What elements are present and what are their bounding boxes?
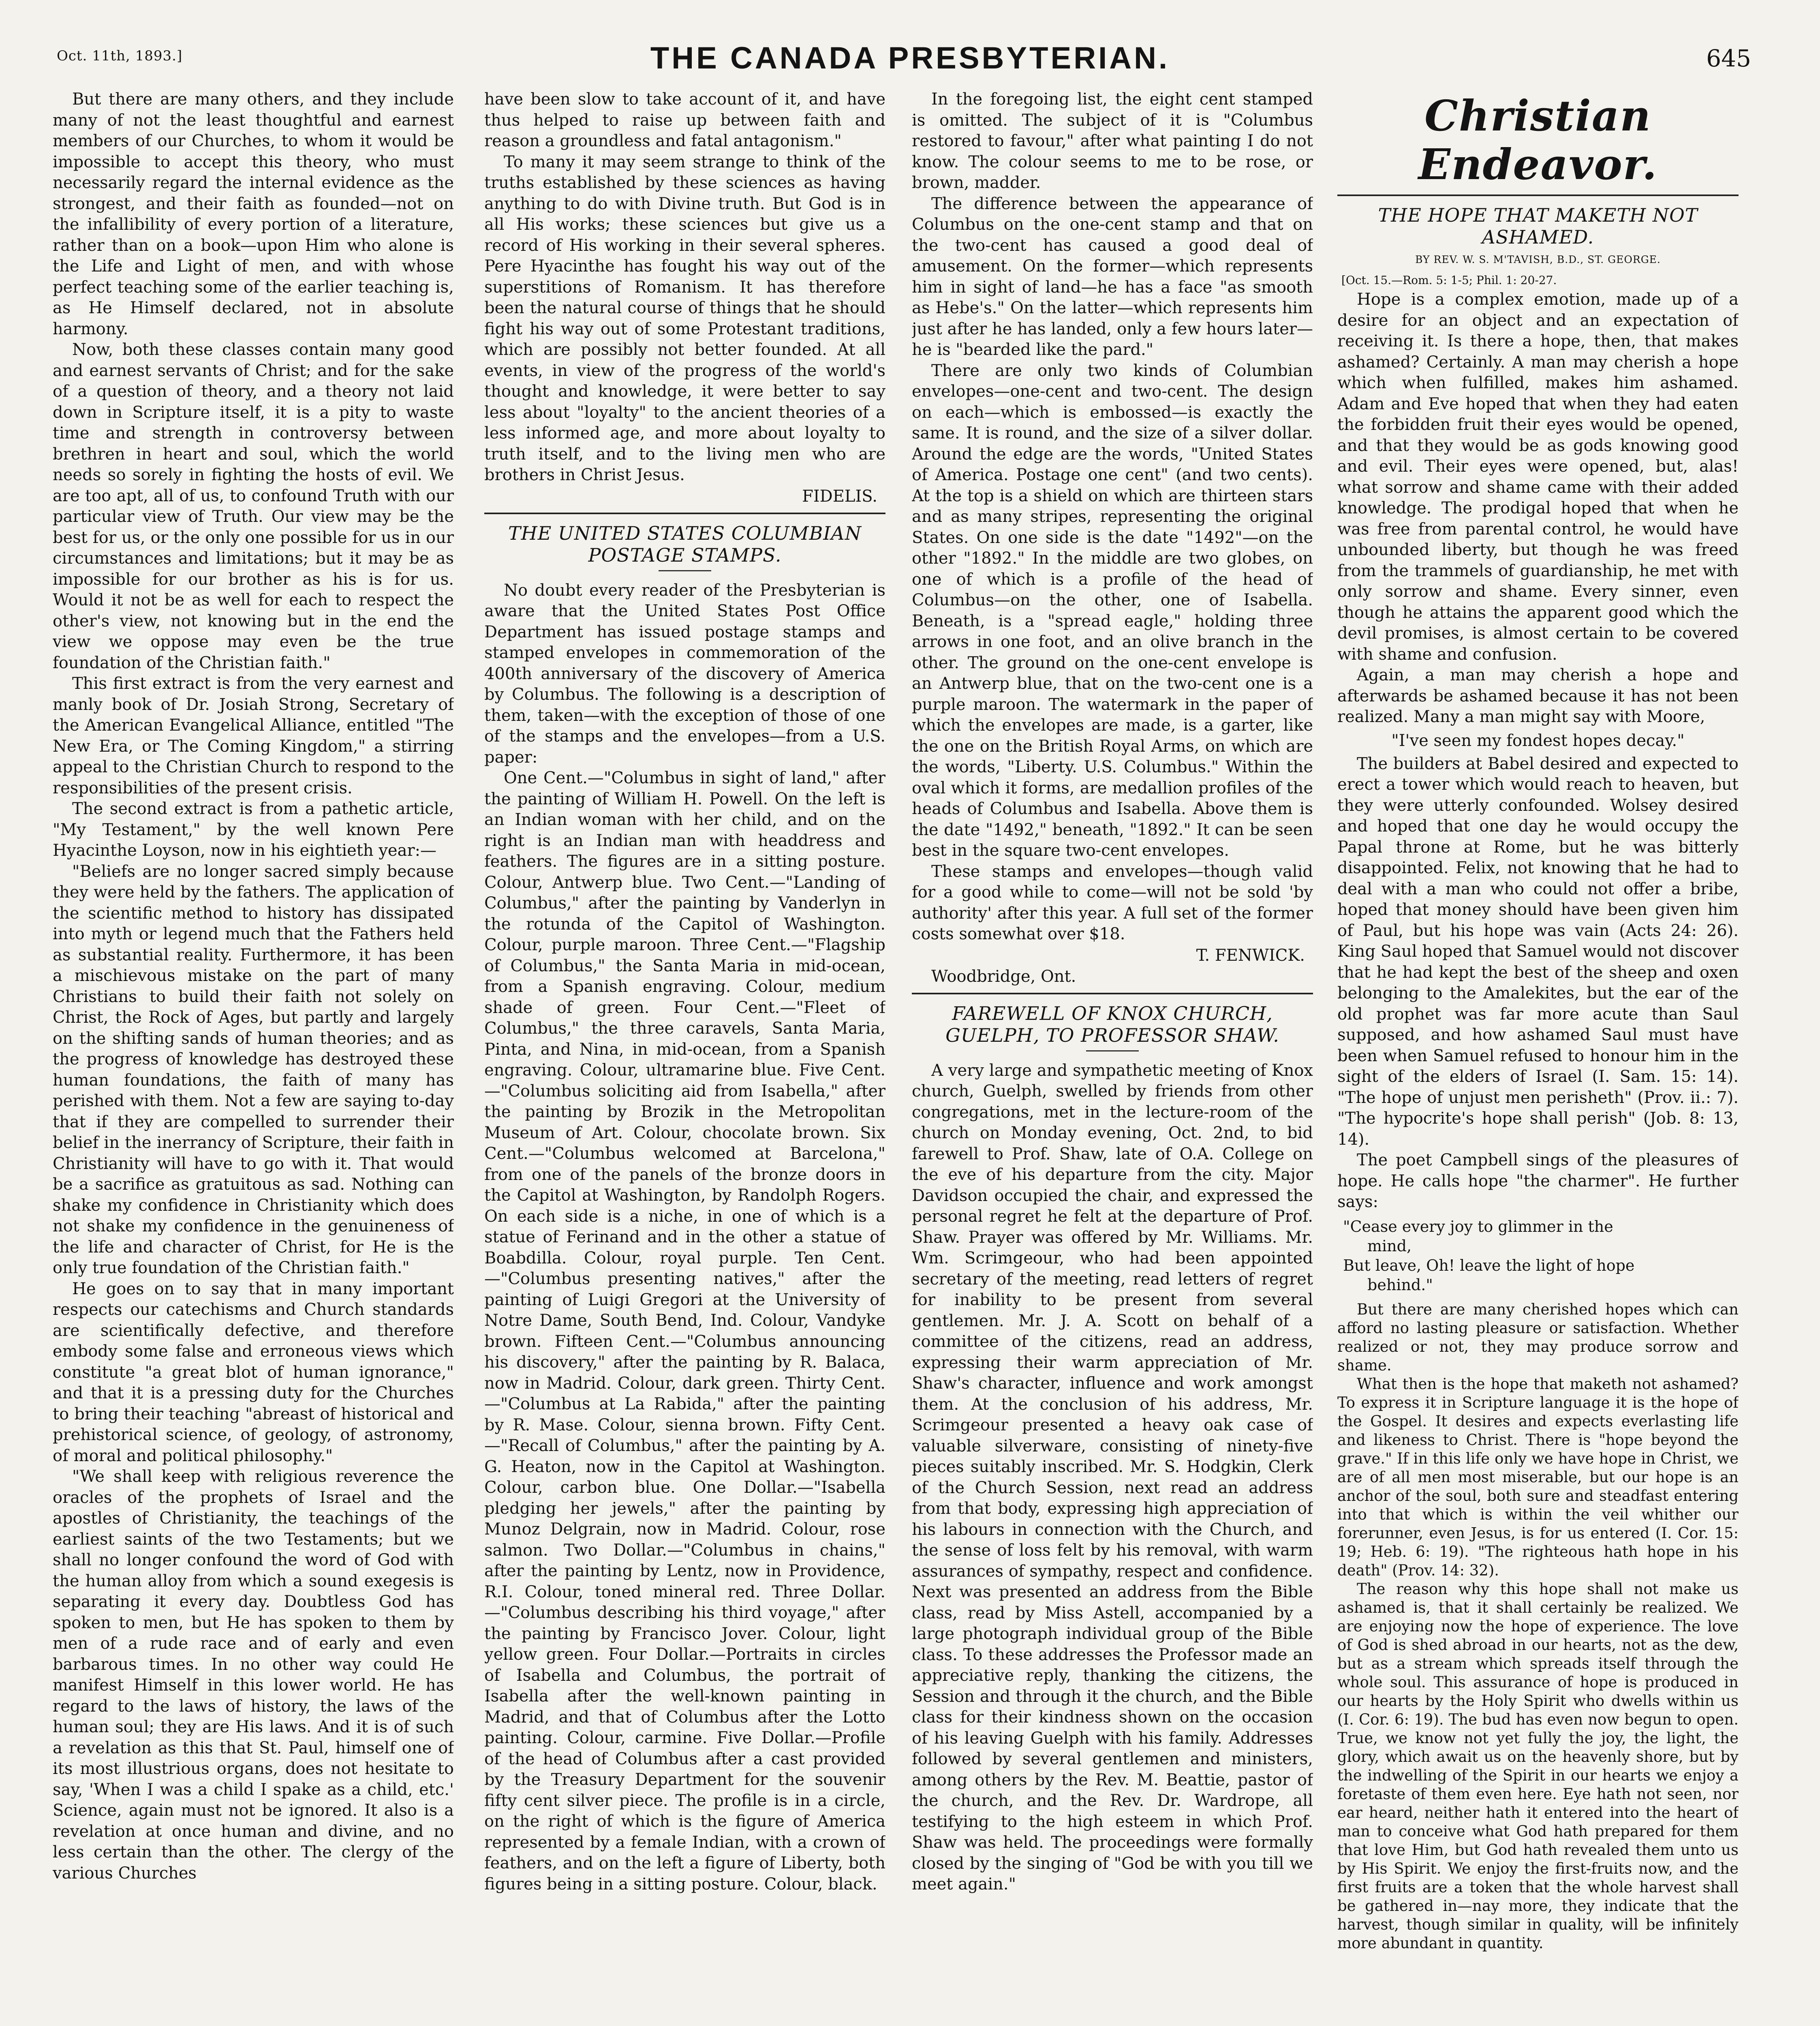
heading-rule	[1086, 1050, 1139, 1051]
article-heading: THE HOPE THAT MAKETH NOT ASHAMED.	[1378, 204, 1698, 248]
article-divider	[484, 513, 885, 514]
heading-rule	[659, 570, 711, 571]
article-heading: THE UNITED STATES COLUMBIAN POSTAGE STAMPS.	[508, 522, 862, 566]
farewell-article-text	[912, 1060, 1313, 1895]
column-4	[1337, 89, 1739, 2026]
paragraph: The difference between the appearance of Columbus on the one-cent stamp and that on the two-cent has caused a good deal of amusement. On the former—which represents him in sight of land—he has a face "as smooth as Hebe's." On the latter—which represents him just after he has landed, only a few hours later—he is "bearded like the pard."	[912, 194, 1313, 359]
stamps-article-text	[484, 580, 885, 1895]
article-divider	[912, 993, 1313, 994]
paragraph: But there are many others, and they include many of not the least thoughtful and earnest members of our Churches, to whom it would be impossible to accept this theory, who must necessarily regard the internal evidence as the strongest, and their faith as founded—not on the infallibility of every portion of a literature, rather than on a book—upon Him who alone is the Life and Light of men, and with whose perfect teaching some of the earlier teaching is, as He Himself declared, not in absolute harmony.	[53, 90, 454, 338]
paragraph: Hope is a complex emotion, made up of a desire for an object and an expectation of receiving it. Is there a hope, then, that makes ashamed? Certainly. A man may cherish a hope which when fulfilled, makes him ashamed. Adam and Eve hoped that when they had eaten the forbidden fruit their eyes would be opened, and that they would be as gods knowing good and evil. Their eyes were opened, but, alas! what sorrow and shame came with their added knowledge. The prodigal hoped that when he was free from parental control, he would have unbounded liberty, but though he was freed from the trammels of guardianship, he met with only sorrow and shame. Every sinner, even though he attains the apparent good which the devil promises, is almost certain to be covered with shame and confusion.	[1337, 290, 1739, 664]
author-signature: FIDELIS.	[802, 487, 877, 506]
poem-line: But leave, Oh! leave the light of hope	[1343, 1256, 1635, 1274]
paragraph: Again, a man may cherish a hope and afterwards be ashamed because it has not been realized. Many a man might say with Moore,	[1337, 666, 1739, 726]
page-number: 645	[1706, 45, 1751, 72]
department-rule	[1337, 194, 1739, 196]
paragraph: He goes on to say that in many important respects our catechisms and Church standards are scientifically defective, and therefore embody some false and erroneous views which constitute "a great blot of human ignorance," and that it is a pressing duty for the Churches to bring their teaching "abreast of historical and prehistorical science, of geology, of astronomy, of moral and political philosophy."	[53, 1279, 454, 1465]
poem	[1343, 1217, 1739, 1295]
paragraph: This first extract is from the very earnest and manly book of Dr. Josiah Strong, Secretary of the American Evangelical Alliance, entitled "The New Era, or The Coming Kingdom," a stirring appeal to the Christian Church to respond to the responsibilities of the present crisis.	[53, 674, 454, 797]
page-header	[53, 28, 1767, 85]
department-heading: Christian Endeavor.	[1418, 91, 1658, 189]
quoted-paragraph: "We shall keep with religious reverence the oracles of the prophets of Israel and the apostles of Christianity, the teachings of the earliest saints of the two Testaments; but we shall no longer confound the word of God with the human alloy from which a sound exegesis is separating it every day. Doubtless God has spoken to men, but He has spoken to them by men of a rude race and of early and even barbarous times. In no other way could He manifest Himself in this lower world. He has regard to the laws of history, the laws of the human soul; they are His laws. And it is of such a revelation as this that St. Paul, himself one of its most illustrious organs, does not hesitate to say, 'When I was a child I spake as a child, etc.' Science, again must not be ignored. It also is a revelation at once human and divine, and no less certain than the other. The clergy of the various Churches	[53, 1467, 454, 1883]
column-2	[484, 89, 885, 2026]
author-location: Woodbridge, Ont.	[931, 967, 1076, 986]
paragraph: But there are many cherished hopes which can afford no lasting pleasure or satisfaction. Whether realized or not, they may produce sorrow and shame.	[1337, 1300, 1739, 1374]
column-1	[53, 89, 454, 2026]
paragraph: The poet Campbell sings of the pleasures of hope. He calls hope "the charmer". He further says:	[1337, 1151, 1739, 1211]
paragraph: In the foregoing list, the eight cent stamped is omitted. The subject of it is "Columbus restored to favour," after what painting I do not know. The colour seems to me to be rose, or brown, madder.	[912, 90, 1313, 192]
author-signature: T. FENWICK.	[1196, 946, 1305, 965]
hope-article-text-c	[1337, 1300, 1739, 1953]
paragraph: To many it may seem strange to think of the truths established by these sciences as having anything to do with Divine truth. But God is in all His works; these sciences but give us a record of His working in their several spheres. Pere Hyacinthe has fought his way out of the superstitions of Romanism. It has therefore been the natural course of things that he should fight his way out of some Protestant traditions, which are possibly not better founded. At all events, in view of the progress of the world's thought and knowledge, it were better to say less about "loyalty" to the ancient theories of a less informed age, and more about loyalty to truth itself, and to the living men who are brothers in Christ Jesus.	[484, 152, 885, 484]
paragraph: There are only two kinds of Columbian envelopes—one-cent and two-cent. The design on each—which is embossed—is exactly the same. It is round, and the size of a silver dollar. Around the edge are the words, "United States of America. Postage one cent" (and two cents). At the top is a shield on which are thirteen stars and as many stripes, representing the original States. On one side is the date "1492"—on the other "1892." In the middle are two globes, on one of which is a profile of the head of Columbus—on the other, one of Isabella. Beneath, is a "spread eagle," holding three arrows in one foot, and an olive branch in the other. The ground on the one-cent envelope is an Antwerp blue, that on the two-cent one is a purple maroon. The watermark in the paper of which the envelopes are made, is a garter, like the one on the British Royal Arms, on which are the words, "Liberty. U.S. Columbus." Within the oval which it forms, are medallion profiles of the heads of Columbus and Isabella. Above them is the date "1492," beneath, "1892." It can be seen best in the square two-cent envelopes.	[912, 361, 1313, 860]
hope-article-text-b	[1337, 754, 1739, 1213]
paragraph: have been slow to take account of it, and have thus helped to raise up between faith and reason a groundless and fatal antagonism."	[484, 90, 885, 150]
scripture-reference: [Oct. 15.—Rom. 5: 1-5; Phil. 1: 20-27.	[1341, 274, 1557, 287]
paragraph: Now, both these classes contain many good and earnest servants of Christ; and for the sake of a question of theory, and a theory not laid down in Scripture itself, it is a pity to waste time and strength in controversy between brethren in heart and soul, which the world needs so sorely in fighting the hosts of evil. We are too apt, all of us, to confound Truth with our particular view of Truth. Our view may be the best for us, or the only one possible for us in our circumstances and limitations; but it may be as impossible for our brother as his is for us. Would it not be as well for each to respect the other's view, not knowing but in the end the view we oppose may even be the true foundation of the Christian faith."	[53, 340, 454, 672]
paragraph: What then is the hope that maketh not ashamed? To express it in Scripture language it is the hope of the Gospel. It desires and expects everlasting life and likeness to Christ. There is "hope beyond the grave." If in this life only we have hope in Christ, we are of all men most miserable, but our hope is an anchor of the soul, both sure and steadfast entering into that which is within the veil whither our forerunner, even Jesus, is for us entered (I. Cor. 15: 19; Heb. 6: 19). "The righteous hath hope in his death" (Prov. 14: 32).	[1337, 1375, 1739, 1579]
column-3	[912, 89, 1313, 2026]
paragraph: A very large and sympathetic meeting of Knox church, Guelph, swelled by friends from other congregations, met in the lecture-room of the church on Monday evening, Oct. 2nd, to bid farewell to Prof. Shaw, late of O.A. College on the eve of his departure from the city. Major Davidson occupied the chair, and expressed the personal regret he felt at the departure of Prof. Shaw. Prayer was offered by Mr. Williams. Mr. Wm. Scrimgeour, who had been appointed secretary of the meeting, read letters of regret for inability to be present from several gentlemen. Mr. J. A. Scott on behalf of a committee of the citizens, read an address, expressing their warm appreciation of Mr. Shaw's character, influence and work amongst them. At the conclusion of his address, Mr. Scrimgeour presented a heavy oak case of valuable silverware, consisting of ninety-five pieces suitably inscribed. Mr. S. Hodgkin, Clerk of the Church Session, next read an address from that body, expressing high appreciation of his labours in connection with the Church, and the sense of loss felt by his removal, with warm assurances of sympathy, respect and confidence. Next was presented an address from the Bible class, read by Miss Astell, accompanied by a large photograph individual group of the Bible class. To these addresses the Professor made an appreciative reply, thanking the citizens, the Session and through it the church, and the Bible class for their kindness shown on the occasion of his leaving Guelph with his family. Addresses followed by several gentlemen and ministers, among others by the Rev. M. Beattie, pastor of the church, and the Rev. Dr. Wardrope, all testifying to the high esteem in which Prof. Shaw was held. The proceedings were formally closed by the singing of "God be with you till we meet again."	[912, 1061, 1313, 1893]
poem-line: behind."	[1367, 1276, 1433, 1294]
paragraph: No doubt every reader of the Presbyterian is aware that the United States Post Office Department has issued postage stamps and stamped envelopes in commemoration of the 400th anniversary of the discovery of America by Columbus. The following is a description of them, taken—with the exception of those of one of the stamps and the envelopes—from a U.S. paper:	[484, 581, 885, 767]
poem-line: mind,	[1367, 1237, 1412, 1255]
column-1-text	[53, 89, 454, 1884]
issue-date: Oct. 11th, 1893.]	[57, 48, 183, 64]
article-heading: FAREWELL OF KNOX CHURCH, GUELPH, TO PROFESSOR SHAW.	[945, 1002, 1279, 1046]
paragraph: These stamps and envelopes—though valid for a good while to come—will not be sold 'by authority' after this year. A full set of the former costs somewhat over $18.	[912, 862, 1313, 943]
byline: BY REV. W. S. M'TAVISH, B.D., ST. GEORGE.	[1415, 254, 1661, 265]
paragraph: One Cent.—"Columbus in sight of land," after the painting of William H. Powell. On the left is an Indian woman with her child, and on the right is an Indian man with headdress and feathers. The figures are in a sitting posture. Colour, Antwerp blue. Two Cent.—"Landing of Columbus," after the painting by Vanderlyn in the rotunda of the Capitol of Washington. Colour, purple maroon. Three Cent.—"Flagship of Columbus," the Santa Maria in mid-ocean, from a Spanish engraving. Colour, medium shade of green. Four Cent.—"Fleet of Columbus," the three caravels, Santa Maria, Pinta, and Nina, in mid-ocean, from a Spanish engraving. Colour, ultramarine blue. Five Cent.—"Columbus soliciting aid from Isabella," after the painting by Brozik in the Metropolitan Museum of Art. Colour, chocolate brown. Six Cent.—"Columbus welcomed at Barcelona," from one of the panels of the bronze doors in the Capitol at Washington, by Randolph Rogers. On each side is a niche, in one of which is a statue of Ferinand and in the other a statue of Boabdilla. Colour, royal purple. Ten Cent.—"Columbus presenting natives," after the painting of Luigi Gregori at the University of Notre Dame, South Bend, Ind. Colour, Vandyke brown. Fifteen Cent.—"Columbus announcing his discovery," after the painting by R. Balaca, now in Madrid. Colour, dark green. Thirty Cent.—"Columbus at La Rabida," after the painting by R. Mase. Colour, sienna brown. Fifty Cent.—"Recall of Columbus," after the painting by A. G. Heaton, now in the Capitol at Washington. Colour, carbon blue. One Dollar.—"Isabella pledging her jewels," after the painting by Munoz Delgrain, now in Madrid. Colour, rose salmon. Two Dollar.—"Columbus in chains," after the painting by Lentz, now in Providence, R.I. Colour, toned mineral red. Three Dollar.—"Columbus describing his third voyage," after the painting by Francisco Jover. Colour, light yellow green. Four Dollar.—Portraits in circles of Isabella and Columbus, the portrait of Isabella after the well-known painting in Madrid, and that of Columbus after the Lotto painting. Colour, carmine. Five Dollar.—Profile of the head of Columbus after a cast provided by the Treasury Department for the souvenir fifty cent silver piece. The profile is in a circle, on the right of which is the figure of America represented by a female Indian, with a crown of feathers, and on the left a figure of Liberty, both figures being in a sitting posture. Colour, black.	[484, 769, 885, 1893]
column-3-text	[912, 89, 1313, 945]
hope-article-text-a	[1337, 289, 1739, 728]
poem-line: "Cease every joy to glimmer in the	[1343, 1217, 1613, 1235]
quoted-paragraph: "Beliefs are no longer sacred simply because they were held by the fathers. The application of the scientific method to history has dissipated into myth or legend much that the Fathers held as substantial reality. Furthermore, it has been a mischievous mistake on the part of many Christians to build their faith not solely on Christ, the Rock of Ages, but partly and largely on the shifting sands of human theories; and as the progress of knowledge has destroyed these human foundations, the faith of many has perished with them. Not a few are saying to-day that if they are compelled to surrender their belief in the inerrancy of Scripture, their faith in Christianity will have to go with it. That would be a sacrifice as gratuitous as sad. Nothing can shake my confidence in Christianity which does not shake my confidence in the genuineness of the life and character of Christ, for He is the only true foundation of the Christian faith."	[53, 862, 454, 1277]
paragraph: The reason why this hope shall not make us ashamed is, that it shall certainly be realized. We are enjoying now the hope of experience. The love of God is shed abroad in our hearts, not as the dew, but as a stream which spreads itself through the whole soul. This assurance of hope is produced in our hearts by the Holy Spirit who dwells within us (I. Cor. 6: 19). The bud has even now begun to open. True, we know not yet fully the joy, the light, the glory, which await us on the heavenly shore, but by the indwelling of the Spirit in our hearts we enjoy a foretaste of them even here. Eye hath not seen, nor ear heard, neither hath it entered into the heart of man to conceive what God hath prepared for them that love Him, but God hath revealed them unto us by His Spirit. We enjoy the first-fruits now, and the first fruits are a token that the whole harvest shall be gathered in—nay more, they indicate that the harvest, though similar in quality, will be infinitely more abundant in quantity.	[1337, 1580, 1739, 1952]
paragraph: The builders at Babel desired and expected to erect a tower which would reach to heaven, but they were utterly confounded. Wolsey desired and hoped that one day he would occupy the Papal throne at Rome, but he was bitterly disappointed. Felix, not knowing that he had to deal with a man who could not offer a bribe, hoped that money should have been given him of Paul, but his hope was vain (Acts 24: 26). King Saul hoped that Samuel would not discover that he had kept the best of the sheep and oxen belonging to the Amalekites, but the ear of the old prophet was far more acute than Saul supposed, and how ashamed Saul must have been when Samuel refused to honour him in the sight of the elders of Israel (I. Sam. 15: 14). "The hope of unjust men perisheth" (Prov. ii.: 7). "The hypocrite's hope shall perish" (Job. 8: 13, 14).	[1337, 754, 1739, 1149]
paragraph: The second extract is from a pathetic article, "My Testament," by the well known Pere Hyacinthe Loyson, now in his eightieth year:—	[53, 799, 454, 860]
quotation: "I've seen my fondest hopes decay."	[1391, 731, 1685, 750]
newspaper-title: THE CANADA PRESBYTERIAN.	[650, 41, 1170, 75]
column-2-text	[484, 89, 885, 486]
